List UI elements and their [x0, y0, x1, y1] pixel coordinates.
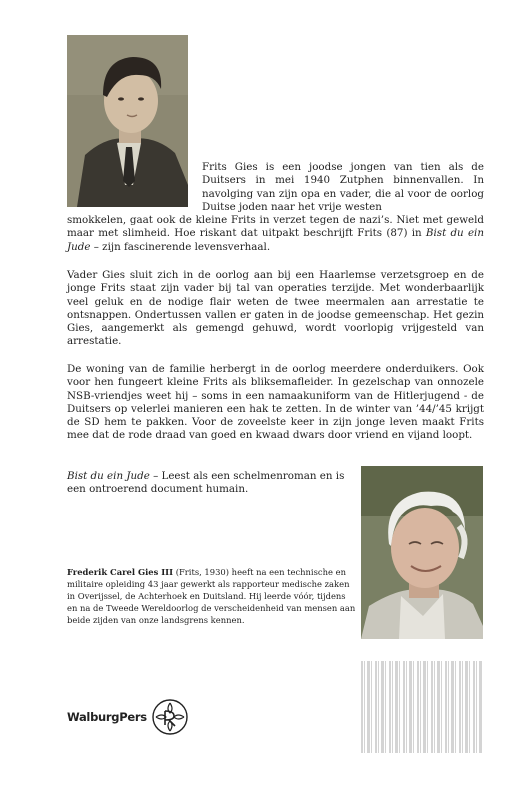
- intro-paragraph: [67, 161, 484, 254]
- author-current-photo: [361, 466, 483, 639]
- book-title-inline-2: Bist du ein Jude: [67, 470, 150, 482]
- summary-text: – Leest als een schelmenroman en is een ontroerend document humain.: [67, 470, 345, 496]
- author-name: Frederik Carel Gies III: [67, 567, 174, 577]
- author-childhood-photo: [67, 35, 188, 207]
- paragraph-father: Vader Gies sluit zich in de oorlog aan bij een Haarlemse verzetsgroep en de jonge Frits staat zijn vader bij tal van operaties terzijde. Met wonderbaarlijk veel geluk en de nodige flair weten de twee meermalen aan arrestatie te ontsnappen. Ondertussen vallen er gaten in de joodse gemeenschap. Het gezin Gies, aangemerkt als gemengd gehuwd, wordt voorlopig vrijgesteld van arrestatie.: [67, 269, 484, 348]
- intro-continuation: [67, 214, 484, 254]
- publisher-name: WalburgPers: [67, 710, 147, 724]
- publisher-logo-icon: [146, 697, 194, 737]
- book-title-inline: Bist du ein Jude: [67, 227, 484, 253]
- intro-rest-b: – zijn fascinerende levensverhaal.: [93, 240, 271, 253]
- barcode-area: [361, 661, 483, 753]
- intro-first-lines: Frits Gies is een joodse jongen van tien als de Duitsers in mei 1940 Zutphen binnenvallen. In navolging van zijn opa en vader, die al voor de oorlog Duitse joden naar het vrije westen: [202, 161, 484, 213]
- paragraph-house: De woning van de familie herbergt in de oorlog meerdere onderduikers. Ook voor hen fungeert kleine Frits als bliksemafleider. In gezelschap van onnozele NSB-vriendjes weet hij – soms in een namaakuniform van de Hitlerjugend - de Duitsers op velerlei manieren een hak te zetten. In de winter van ’44/’45 krijgt de SD hem te pakken. Voor de zoveelste keer in zijn jonge leven maakt Frits mee dat de rode draad van goed en kwaad dwars door vriend en vijand loopt.: [67, 363, 484, 442]
- intro-rest-a: smokkelen, gaat ook de kleine Frits in verzet tegen de nazi’s. Niet met geweld maar met slimheid. Hoe riskant dat uitpakt beschrijft Frits (87) in: [67, 214, 484, 240]
- author-bio: [67, 566, 357, 626]
- author-bio-text: (Frits, 1930) heeft na een technische en militaire opleiding 43 jaar gewerkt als rapporteur medische zaken in Overijssel, de Achterhoek en Duitsland. Hij leerde vóór, tijdens en na de Tweede Wereldoorlog de verscheidenheid van mensen aan beide zijden van onze landsgrens kennen.: [67, 567, 356, 625]
- paragraph-summary: [67, 470, 352, 497]
